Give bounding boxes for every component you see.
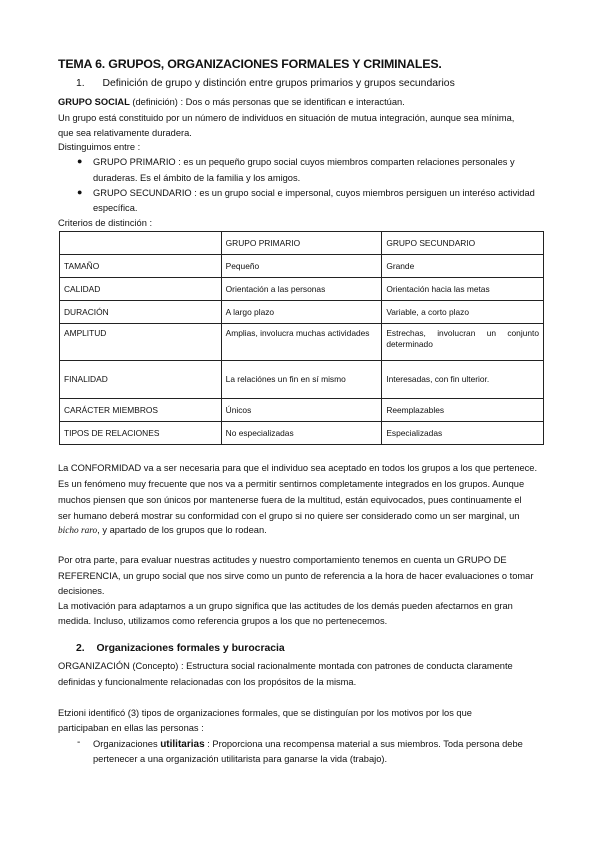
table-cell: FINALIDAD [60,361,222,399]
table-cell: La relaciónes un fin en sí mismo [221,361,382,399]
document-title: TEMA 6. GRUPOS, ORGANIZACIONES FORMALES Y CRIMINALES. [58,57,442,71]
bullet-secundario-line-2: específica. [93,203,138,213]
table-header-cell [60,232,222,255]
organizacion-definition: (Concepto) : Estructura social racionalmente montada con patrones de conducta claramente [129,661,513,671]
table-cell: Variable, a corto plazo [382,301,544,324]
table-cell: TIPOS DE RELACIONES [60,422,222,445]
table-cell: Interesadas, con fin ulterior. [382,361,544,399]
table-row [60,399,544,422]
conformidad-line-4: ser humano deberá mostrar su conformidad con el grupo si no quiere ser considerado como un ser marginal, un [58,511,520,521]
bicho-raro-italic: bicho raro [58,526,98,536]
etzioni-line-2: participaban en ellas las personas : [58,723,204,733]
section-1-number: 1. [76,78,85,89]
table-cell: Pequeño [221,255,382,278]
grupo-social-qualifier: (definición) [132,97,178,107]
table-row [60,301,544,324]
table-cell: A largo plazo [221,301,382,324]
table-header-cell: GRUPO PRIMARIO [221,232,382,255]
table-cell: Orientación hacia las metas [382,278,544,301]
grupo-social-text: : Dos o más personas que se identifican e interactúan. [180,97,405,107]
table-cell: Únicos [221,399,382,422]
distinguimos-label: Distinguimos entre : [58,142,141,152]
referencia-line-3: decisiones. [58,586,105,596]
referencia-line-4: La motivación para adaptarnos a un grupo significa que las actitudes de los demás pueden afectarnos en gran [58,601,513,611]
bullet-secundario-line-1: GRUPO SECUNDARIO : es un grupo social e impersonal, cuyos miembros persiguen un interéso actividad [93,188,535,198]
utilitarias-line-2: pertenecer a una organización utilitarista para ganarse la vida (trabajo). [93,754,388,764]
table-row [60,422,544,445]
table-row [60,361,544,399]
referencia-line-5: medida. Incluso, utilizamos como referencia grupos a los que no pertenecemos. [58,616,388,626]
table-cell: CARÁCTER MIEMBROS [60,399,222,422]
table-cell: CALIDAD [60,278,222,301]
table-cell: Amplias, involucra muchas actividades [221,324,382,361]
bullet-primario-line-1: GRUPO PRIMARIO : es un pequeño grupo social cuyos miembros comparten relaciones personales y [93,157,515,167]
table-cell: DURACIÓN [60,301,222,324]
table-cell: Reemplazables [382,399,544,422]
grupo-social-term: GRUPO SOCIAL [58,97,130,107]
criterios-label: Criterios de distinción : [58,218,153,228]
grupo-social-definition [58,96,405,109]
table-cell: No especializadas [221,422,382,445]
utilitarias-pre: Organizaciones [93,739,161,749]
utilitarias-term: utilitarias [160,739,205,750]
utilitarias-post: : Proporciona una recompensa material a sus miembros. Toda persona debe [204,739,523,749]
dash-bullet-icon: - [77,737,81,748]
table-cell: Estrechas, involucran un conjunto determinado [382,324,544,361]
table-row [60,278,544,301]
grupo-social-line-2: que sea relativamente duradera. [58,128,192,138]
table-cell: AMPLITUD [60,324,222,361]
organizacion-line-2: definidas y funcionalmente relacionadas con los propósitos de la misma. [58,677,357,687]
section-1-heading [76,78,455,89]
table-row [60,255,544,278]
table-cell: Grande [382,255,544,278]
conformidad-line-3: muchos piensen que son únicos por mantenerse fuera de la multitud, están equivocados, pues continuamente el [58,495,522,505]
table-header-cell: GRUPO SECUNDARIO [382,232,544,255]
referencia-line-1: Por otra parte, para evaluar nuestras actitudes y nuestro comportamiento tenemos en cuenta un GRUPO DE [58,555,507,565]
bullet-icon: ● [77,156,83,166]
utilitarias-line-1 [93,738,523,751]
table-cell: Especializadas [382,422,544,445]
table-cell: TAMAÑO [60,255,222,278]
conformidad-line-2: Es un fenómeno muy frecuente que nos va a permitir sentirnos completamente integrados en los grupos. Aunque [58,479,525,489]
table-header-row [60,232,544,255]
section-2-title: Organizaciones formales y burocracia [96,643,285,654]
bullet-primario-line-2: duraderas. Es el ámbito de la familia y los amigos. [93,173,301,183]
etzioni-line-1: Etzioni identificó (3) tipos de organizaciones formales, que se distinguían por los motivos por los que [58,708,472,718]
criteria-table [59,231,544,445]
organizacion-term: ORGANIZACIÓN [58,661,130,671]
referencia-line-2: REFERENCIA, un grupo social que nos sirve como un punto de referencia a la hora de hacer evaluaciones o tomar [58,571,534,581]
conformidad-line-5 [58,524,267,538]
section-2-heading [76,643,285,654]
organizacion-line-1 [58,660,513,673]
table-cell: Orientación a las personas [221,278,382,301]
conformidad-line-5-rest: , y apartado de los grupos que lo rodean. [97,525,267,535]
bullet-icon: ● [77,187,83,197]
conformidad-line-1: La CONFORMIDAD va a ser necesaria para que el individuo sea aceptado en todos los grupos a los que pertenece. [58,463,538,473]
section-2-number: 2. [76,643,85,654]
section-1-title: Definición de grupo y distinción entre grupos primarios y grupos secundarios [102,78,455,89]
grupo-social-line-1: Un grupo está constituido por un número de individuos en situación de mutua integración, aunque sea mínima, [58,113,515,123]
table-row [60,324,544,361]
